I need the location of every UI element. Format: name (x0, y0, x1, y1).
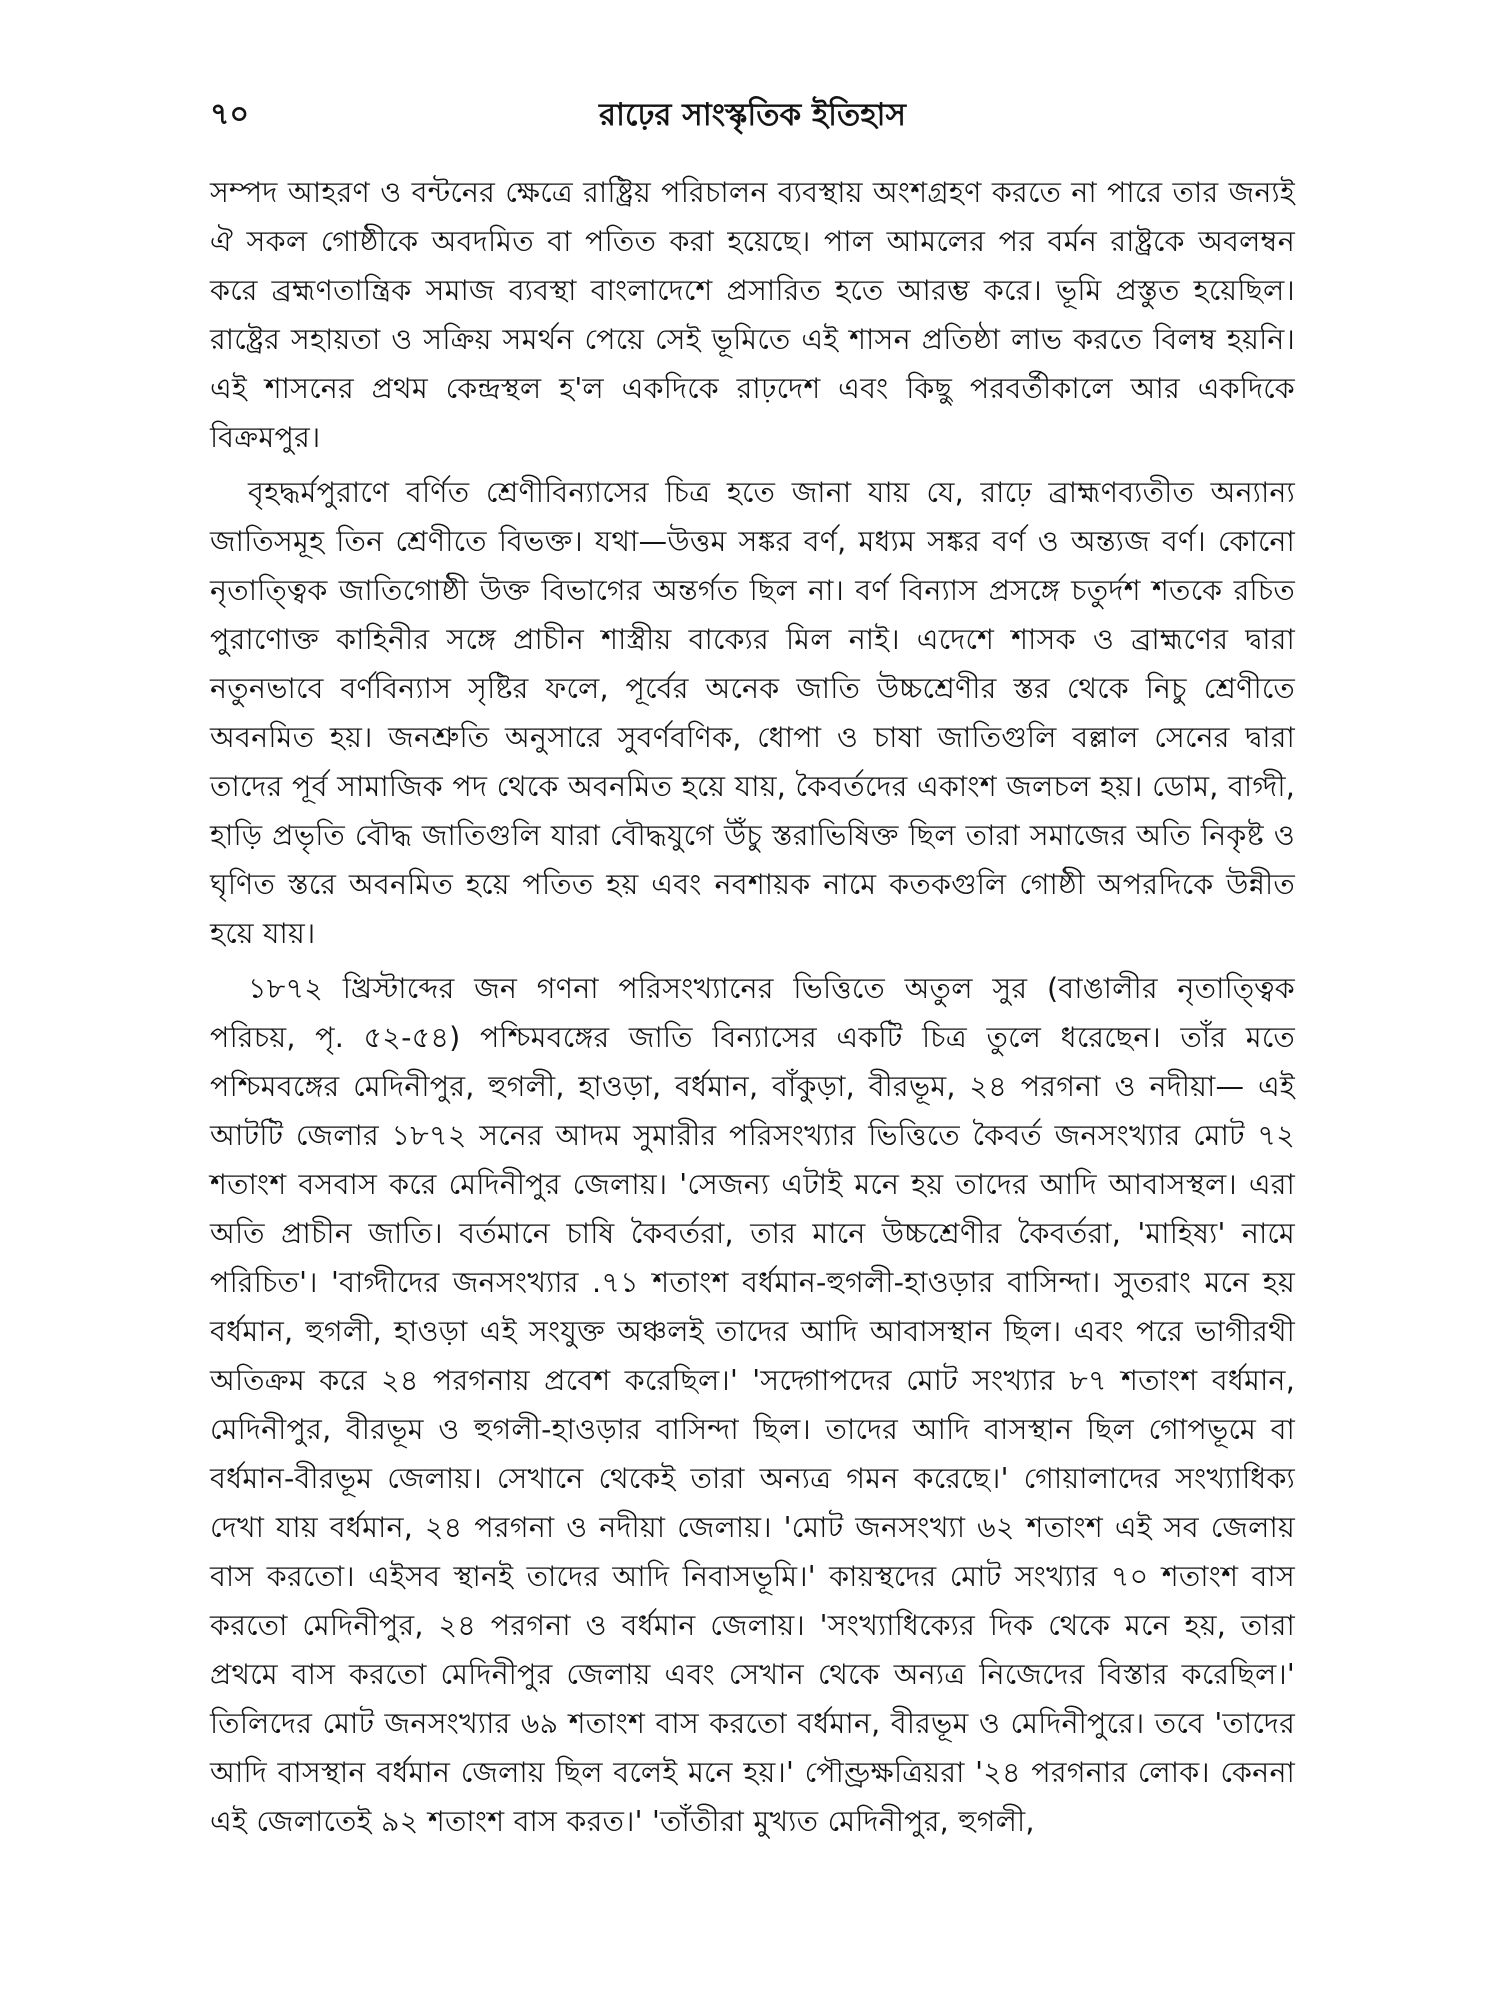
book-title: রাঢ়ের সাংস্কৃতিক ইতিহাস (599, 97, 906, 133)
paragraph-1: সম্পদ আহরণ ও বন্টনের ক্ষেত্রে রাষ্ট্রিয় পরিচালন ব্যবস্থায় অংশগ্রহণ করতে না পারে তার জন্যই ঐ সকল গোষ্ঠীকে অবদমিত বা পতিত করা হয়েছে। পাল আমলের পর বর্মন রাষ্ট্রকে অবলম্বন করে ব্রহ্মণতান্ত্রিক সমাজ ব্যবস্থা বাংলাদেশে প্রসারিত হতে আরম্ভ করে। ভূমি প্রস্তুত হয়েছিল। রাষ্ট্রের সহায়তা ও সক্রিয় সমর্থন পেয়ে সেই ভূমিতে এই শাসন প্রতিষ্ঠা লাভ করতে বিলম্ব হয়নি। এই শাসনের প্রথম কেন্দ্রস্থল হ'ল একদিকে রাঢ়দেশ এবং কিছু পরবর্তীকালে আর একদিকে বিক্রমপুর। (210, 175, 1295, 454)
body-text (210, 168, 1295, 1852)
paragraph-2: বৃহদ্ধর্মপুরাণে বর্ণিত শ্রেণীবিন্যাসের চিত্র হতে জানা যায় যে, রাঢ়ে ব্রাহ্মণব্যতীত অন্যান্য জাতিসমূহ তিন শ্রেণীতে বিভক্ত। যথা—উত্তম সঙ্কর বর্ণ, মধ্যম সঙ্কর বর্ণ ও অন্ত্যজ বর্ণ। কোনো নৃতাত্ত্বিক জাতিগোষ্ঠী উক্ত বিভাগের অন্তর্গত ছিল না। বর্ণ বিন্যাস প্রসঙ্গে চতুর্দশ শতকে রচিত পুরাণোক্ত কাহিনীর সঙ্গে প্রাচীন শাস্ত্রীয় বাক্যের মিল নাই। এদেশে শাসক ও ব্রাহ্মণের দ্বারা নতুনভাবে বর্ণবিন্যাস সৃষ্টির ফলে, পূর্বের অনেক জাতি উচ্চশ্রেণীর স্তর থেকে নিচু শ্রেণীতে অবনমিত হয়। জনশ্রুতি অনুসারে সুবর্ণবণিক, ধোপা ও চাষা জাতিগুলি বল্লাল সেনের দ্বারা তাদের পূর্ব সামাজিক পদ থেকে অবনমিত হয়ে যায়, কৈবর্তদের একাংশ জলচল হয়। ডোম, বাগ্দী, হাড়ি প্রভৃতি বৌদ্ধ জাতিগুলি যারা বৌদ্ধযুগে উঁচু স্তরাভিষিক্ত ছিল তারা সমাজের অতি নিকৃষ্ট ও ঘৃণিত স্তরে অবনমিত হয়ে পতিত হয় এবং নবশায়ক নামে কতকগুলি গোষ্ঠী অপরদিকে উন্নীত হয়ে যায়। (210, 475, 1295, 950)
page-number: ৭০ (210, 97, 250, 132)
paragraph-3: ১৮৭২ খ্রিস্টাব্দের জন গণনা পরিসংখ্যানের ভিত্তিতে অতুল সুর (বাঙালীর নৃতাত্ত্বিক পরিচয়, পৃ. ৫২-৫৪) পশ্চিমবঙ্গের জাতি বিন্যাসের একটি চিত্র তুলে ধরেছেন। তাঁর মতে পশ্চিমবঙ্গের মেদিনীপুর, হুগলী, হাওড়া, বর্ধমান, বাঁকুড়া, বীরভূম, ২৪ পরগনা ও নদীয়া— এই আটটি জেলার ১৮৭২ সনের আদম সুমারীর পরিসংখ্যার ভিত্তিতে কৈবর্ত জনসংখ্যার মোট ৭২ শতাংশ বসবাস করে মেদিনীপুর জেলায়। 'সেজন্য এটাই মনে হয় তাদের আদি আবাসস্থল। এরা অতি প্রাচীন জাতি। বর্তমানে চাষি কৈবর্তরা, তার মানে উচ্চশ্রেণীর কৈবর্তরা, 'মাহিষ্য' নামে পরিচিত'। 'বাগ্দীদের জনসংখ্যার .৭১ শতাংশ বর্ধমান-হুগলী-হাওড়ার বাসিন্দা। সুতরাং মনে হয় বর্ধমান, হুগলী, হাওড়া এই সংযুক্ত অঞ্চলই তাদের আদি আবাসস্থান ছিল। এবং পরে ভাগীরথী অতিক্রম করে ২৪ পরগনায় প্রবেশ করেছিল।' 'সদ্গোপদের মোট সংখ্যার ৮৭ শতাংশ বর্ধমান, মেদিনীপুর, বীরভূম ও হুগলী-হাওড়ার বাসিন্দা ছিল। তাদের আদি বাসস্থান ছিল গোপভূমে বা বর্ধমান-বীরভূম জেলায়। সেখানে থেকেই তারা অন্যত্র গমন করেছে।' গোয়ালাদের সংখ্যাধিক্য দেখা যায় বর্ধমান, ২৪ পরগনা ও নদীয়া জেলায়। 'মোট জনসংখ্যা ৬২ শতাংশ এই সব জেলায় বাস করতো। এইসব স্থানই তাদের আদি নিবাসভূমি।' কায়স্থদের মোট সংখ্যার ৭০ শতাংশ বাস করতো মেদিনীপুর, ২৪ পরগনা ও বর্ধমান জেলায়। 'সংখ্যাধিক্যের দিক থেকে মনে হয়, তারা প্রথমে বাস করতো মেদিনীপুর জেলায় এবং সেখান থেকে অন্যত্র নিজেদের বিস্তার করেছিল।' তিলিদের মোট জনসংখ্যার ৬৯ শতাংশ বাস করতো বর্ধমান, বীরভূম ও মেদিনীপুরে। তবে 'তাদের আদি বাসস্থান বর্ধমান জেলায় ছিল বলেই মনে হয়।' পৌণ্ড্রক্ষত্রিয়রা '২৪ পরগনার লোক। কেননা এই জেলাতেই ৯২ শতাংশ বাস করত।' 'তাঁতীরা মুখ্যত মেদিনীপুর, হুগলী, (210, 971, 1295, 1838)
running-head (210, 92, 1295, 138)
